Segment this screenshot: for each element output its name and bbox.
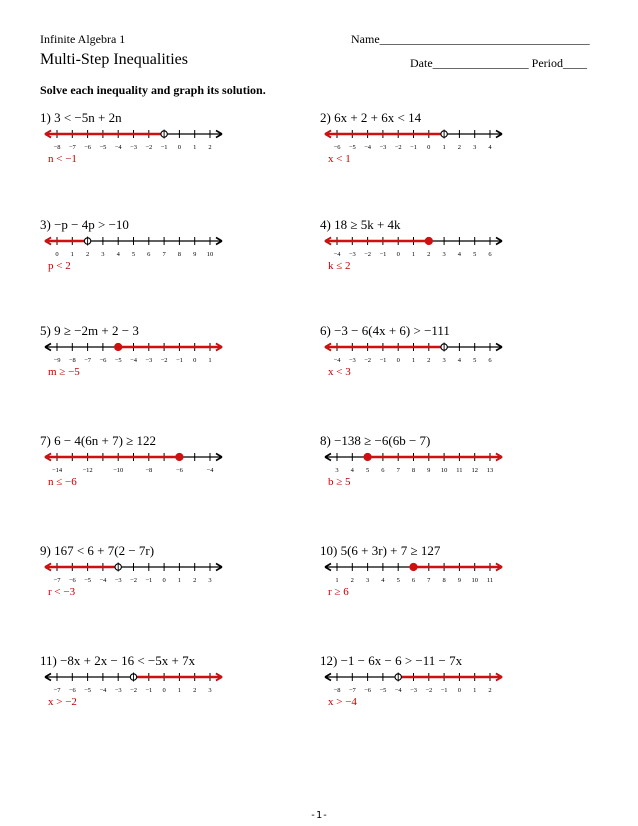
tick-label: 10: [440, 467, 448, 474]
tick-label: 3: [208, 687, 212, 694]
problem-expression: 7) 6 − 4(6n + 7) ≥ 122: [40, 433, 157, 448]
tick-label: −9: [53, 357, 61, 364]
tick-label: 1: [411, 357, 416, 364]
tick-label: −2: [394, 144, 402, 151]
tick-label: 2: [208, 144, 212, 151]
number-line: [320, 339, 505, 365]
tick-label: 0: [55, 251, 59, 258]
page-number: -1-: [309, 810, 329, 821]
tick-label: −3: [410, 687, 417, 694]
problem-6: [320, 323, 620, 433]
tick-label: −5: [379, 687, 387, 694]
closed-endpoint: [364, 453, 371, 460]
number-line: [40, 233, 225, 259]
tick-label: −6: [364, 687, 372, 694]
tick-label: −2: [145, 144, 153, 151]
number-line: [320, 559, 505, 585]
tick-label: 13: [486, 467, 494, 474]
tick-label: −7: [348, 687, 356, 694]
instructions: Solve each inequality and graph its solution.: [40, 83, 266, 97]
tick-label: 2: [488, 687, 492, 694]
tick-label: −5: [99, 144, 107, 151]
tick-label: 6: [488, 251, 492, 258]
tick-label: 3: [101, 251, 105, 258]
worksheet-title: Multi-Step Inequalities: [40, 51, 188, 68]
tick-label: 4: [457, 251, 462, 258]
tick-label: 6: [381, 467, 385, 474]
tick-label: 10: [206, 251, 214, 258]
number-line: [40, 449, 225, 475]
problem-12: [320, 653, 620, 763]
tick-label: −4: [130, 357, 137, 364]
tick-label: 0: [177, 144, 182, 151]
tick-label: 1: [442, 144, 446, 151]
tick-label: −7: [84, 357, 92, 364]
tick-label: −3: [114, 687, 122, 694]
closed-endpoint: [410, 563, 417, 570]
number-line: [40, 126, 225, 152]
tick-label: −3: [348, 251, 356, 258]
number-line: [320, 669, 505, 695]
problem-9: [40, 543, 340, 653]
tick-label: 1: [193, 144, 197, 151]
problem-expression: 9) 167 < 6 + 7(2 − 7r): [40, 543, 155, 558]
tick-label: 9: [427, 467, 431, 474]
problem-8: [320, 433, 620, 543]
problem-expression: 3) −p − 4p > −10: [40, 217, 129, 232]
answer-text: b ≥ 5: [328, 476, 351, 488]
tick-label: 8: [411, 467, 416, 474]
tick-label: −4: [206, 467, 214, 474]
tick-label: 8: [177, 251, 182, 258]
number-line: [320, 233, 505, 259]
problem-10: [320, 543, 620, 653]
answer-text: x > −2: [48, 696, 77, 708]
tick-label: −8: [53, 144, 61, 151]
tick-label: −6: [99, 357, 107, 364]
tick-label: −12: [82, 467, 93, 474]
tick-label: −8: [68, 357, 76, 364]
problem-expression: 1) 3 < −5n + 2n: [40, 110, 122, 125]
tick-label: −1: [440, 687, 448, 694]
tick-label: 3: [365, 577, 370, 584]
tick-label: 7: [427, 577, 431, 584]
closed-endpoint: [176, 453, 183, 460]
number-line: [40, 669, 225, 695]
tick-label: −3: [114, 577, 122, 584]
tick-label: 0: [427, 144, 431, 151]
tick-label: 12: [471, 467, 478, 474]
course-name: Infinite Algebra 1: [40, 32, 126, 46]
tick-label: 6: [488, 357, 492, 364]
tick-label: 3: [473, 144, 477, 151]
tick-label: −8: [145, 467, 153, 474]
tick-label: 1: [208, 357, 212, 364]
tick-label: 5: [473, 357, 477, 364]
tick-label: −2: [425, 687, 433, 694]
tick-label: 1: [177, 577, 182, 584]
tick-label: 3: [335, 467, 339, 474]
problem-expression: 11) −8x + 2x − 16 < −5x + 7x: [40, 653, 196, 668]
tick-label: −6: [333, 144, 341, 151]
tick-label: 1: [473, 687, 477, 694]
tick-label: 0: [396, 251, 400, 258]
tick-label: −7: [53, 687, 61, 694]
problem-expression: 4) 18 ≥ 5k + 4k: [320, 217, 401, 232]
tick-label: 1: [177, 687, 182, 694]
tick-label: 9: [193, 251, 197, 258]
tick-label: 4: [381, 577, 385, 584]
tick-label: 2: [427, 357, 431, 364]
tick-label: 2: [193, 687, 197, 694]
tick-label: −1: [379, 357, 387, 364]
tick-label: 8: [442, 577, 446, 584]
answer-text: n ≤ −6: [48, 476, 77, 488]
problem-7: [40, 433, 340, 543]
tick-label: −3: [130, 144, 137, 151]
tick-label: 9: [457, 577, 462, 584]
tick-label: −10: [113, 467, 124, 474]
tick-label: −3: [348, 357, 356, 364]
answer-text: r < −3: [48, 586, 76, 598]
tick-label: −6: [84, 144, 92, 151]
tick-label: −2: [364, 357, 372, 364]
tick-label: 3: [442, 251, 446, 258]
tick-label: 3: [208, 577, 212, 584]
tick-label: −1: [145, 687, 153, 694]
answer-text: x < 1: [328, 153, 351, 165]
tick-label: −1: [379, 251, 387, 258]
tick-label: 2: [457, 144, 462, 151]
tick-label: −2: [160, 357, 168, 364]
tick-label: 5: [365, 467, 370, 474]
tick-label: 5: [396, 577, 400, 584]
tick-label: −3: [379, 144, 387, 151]
tick-label: 2: [85, 251, 90, 258]
tick-label: 0: [457, 687, 462, 694]
tick-label: −4: [114, 144, 122, 151]
problem-1: [40, 110, 340, 220]
tick-label: 4: [457, 357, 462, 364]
tick-label: −4: [99, 687, 107, 694]
number-line: [40, 559, 225, 585]
tick-label: −5: [84, 687, 92, 694]
tick-label: 5: [131, 251, 136, 258]
tick-label: −5: [348, 144, 356, 151]
tick-label: −6: [175, 467, 183, 474]
tick-label: 0: [162, 687, 166, 694]
problem-expression: 12) −1 − 6x − 6 > −11 − 7x: [320, 653, 463, 668]
tick-label: 7: [396, 467, 400, 474]
tick-label: 6: [411, 577, 416, 584]
tick-label: 0: [193, 357, 197, 364]
problem-expression: 2) 6x + 2 + 6x < 14: [320, 110, 422, 125]
tick-label: −7: [53, 577, 61, 584]
tick-label: 2: [193, 577, 197, 584]
answer-text: x > −4: [328, 696, 357, 708]
tick-label: −1: [175, 357, 183, 364]
tick-label: 2: [350, 577, 354, 584]
answer-text: p < 2: [48, 260, 71, 272]
tick-label: −4: [333, 251, 341, 258]
tick-label: 2: [427, 251, 431, 258]
tick-label: −5: [114, 357, 122, 364]
tick-label: −4: [99, 577, 107, 584]
tick-label: 0: [162, 577, 166, 584]
tick-label: 4: [488, 144, 492, 151]
tick-label: 10: [471, 577, 478, 584]
tick-label: −1: [160, 144, 168, 151]
tick-label: 6: [147, 251, 151, 258]
tick-label: −2: [130, 577, 137, 584]
tick-label: 1: [70, 251, 74, 258]
date-period-field: Date________________ Period____: [410, 56, 587, 70]
tick-label: 1: [411, 251, 416, 258]
answer-text: r ≥ 6: [328, 586, 349, 598]
tick-label: 1: [335, 577, 339, 584]
tick-label: −2: [130, 687, 137, 694]
tick-label: 3: [442, 357, 446, 364]
problem-5: [40, 323, 340, 433]
tick-label: −6: [68, 687, 76, 694]
name-field: Name___________________________________: [351, 32, 590, 46]
answer-text: m ≥ −5: [48, 366, 80, 378]
problem-expression: 5) 9 ≥ −2m + 2 − 3: [40, 323, 139, 338]
problem-expression: 8) −138 ≥ −6(6b − 7): [320, 433, 431, 448]
tick-label: −1: [410, 144, 417, 151]
problem-3: [40, 217, 340, 327]
number-line: [320, 449, 505, 475]
answer-text: k ≤ 2: [328, 260, 351, 272]
problem-expression: 6) −3 − 6(4x + 6) > −111: [320, 323, 450, 338]
answer-text: x < 3: [328, 366, 351, 378]
number-line: [320, 126, 505, 152]
tick-label: −7: [68, 144, 76, 151]
problem-4: [320, 217, 620, 327]
problem-expression: 10) 5(6 + 3r) + 7 ≥ 127: [320, 543, 441, 558]
problem-11: [40, 653, 340, 763]
tick-label: −6: [68, 577, 76, 584]
closed-endpoint: [115, 343, 122, 350]
tick-label: 5: [473, 251, 477, 258]
tick-label: −1: [145, 577, 153, 584]
tick-label: −3: [145, 357, 153, 364]
tick-label: −4: [333, 357, 341, 364]
tick-label: 7: [162, 251, 166, 258]
tick-label: 11: [456, 467, 463, 474]
tick-label: 4: [116, 251, 120, 258]
answer-text: n < −1: [48, 153, 77, 165]
tick-label: −2: [364, 251, 372, 258]
tick-label: −8: [333, 687, 341, 694]
number-line: [40, 339, 225, 365]
problem-2: [320, 110, 620, 220]
tick-label: 4: [350, 467, 354, 474]
tick-label: −14: [51, 467, 63, 474]
closed-endpoint: [425, 237, 432, 244]
tick-label: −5: [84, 577, 92, 584]
tick-label: 11: [486, 577, 494, 584]
tick-label: −4: [364, 144, 372, 151]
tick-label: −4: [394, 687, 402, 694]
tick-label: 0: [396, 357, 400, 364]
